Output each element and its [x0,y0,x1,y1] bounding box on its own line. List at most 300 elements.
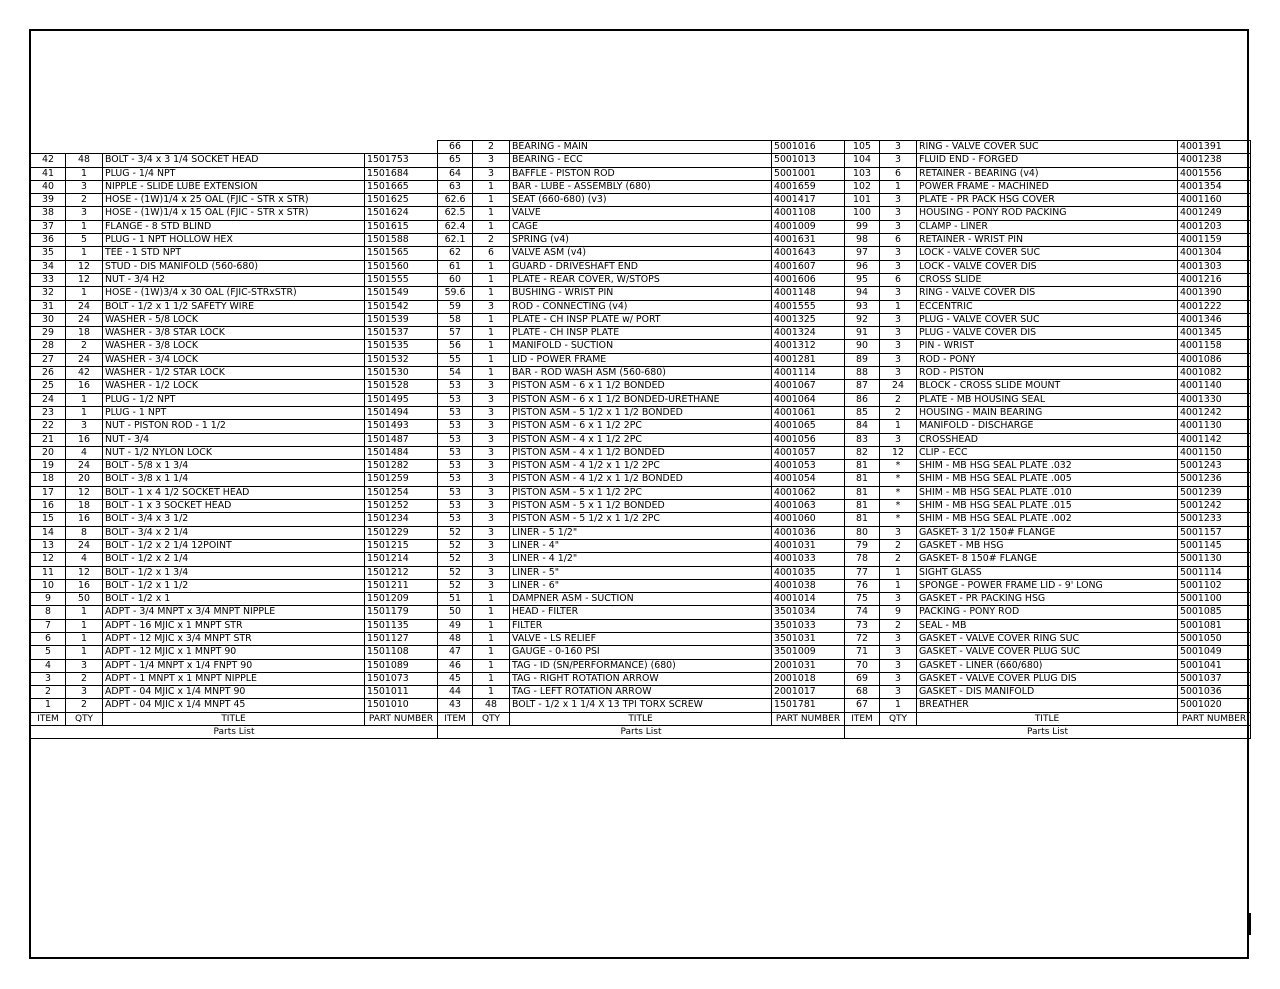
table-row [845,659,1251,672]
part-title: PLUG - 1 NPT HOLLOW HEX [103,234,365,247]
item-number: 91 [845,327,880,340]
part-number: 3501031 [772,632,845,645]
part-number: 1501625 [365,194,438,207]
parts-list-table-3 [844,140,1251,739]
part-number: 4001063 [772,500,845,513]
part-title: SHIM - MB HSG SEAL PLATE .032 [917,460,1178,473]
item-number: 63 [438,180,473,193]
part-title: PLUG - 1/2 NPT [103,393,365,406]
quantity: 1 [473,686,510,699]
frame-tick-mark [1249,913,1251,935]
part-title: PACKING - PONY ROD [917,606,1178,619]
table-row [438,579,845,592]
quantity: 1 [66,606,103,619]
part-title: TAG - LEFT ROTATION ARROW [510,686,772,699]
item-number: 55 [438,353,473,366]
part-title: BAR - ROD WASH ASM (560-680) [510,367,772,380]
item-number: 76 [845,579,880,592]
part-number: 1501537 [365,327,438,340]
item-number: 47 [438,646,473,659]
table-row [845,287,1251,300]
part-number: 5001001 [772,167,845,180]
table-row [438,340,845,353]
part-number: 1501528 [365,380,438,393]
item-number: 81 [845,500,880,513]
column-header-part: PART NUMBER [365,712,438,725]
part-number: 3501009 [772,646,845,659]
item-number: 23 [31,406,66,419]
quantity: 16 [66,433,103,446]
item-number: 44 [438,686,473,699]
part-title: TAG - ID (SN/PERFORMANCE) (680) [510,659,772,672]
part-number: 1501215 [365,539,438,552]
part-title: GASKET - PR PACKING HSG [917,593,1178,606]
part-title: PISTON ASM - 4 1/2 x 1 1/2 BONDED [510,473,772,486]
table-row [31,340,438,353]
quantity: 3 [880,327,917,340]
part-title: NUT - 3/4 [103,433,365,446]
item-number: 27 [31,353,66,366]
table-row [438,486,845,499]
quantity: 48 [473,699,510,712]
table-row [31,672,438,685]
item-number: 100 [845,207,880,220]
quantity: 5 [66,234,103,247]
part-number: 4001556 [1178,167,1251,180]
table-row [438,593,845,606]
quantity: 1 [880,579,917,592]
part-number: 4001114 [772,367,845,380]
part-title: SEAT (660-680) (v3) [510,194,772,207]
quantity: 2 [66,194,103,207]
item-number: 28 [31,340,66,353]
table-row [31,273,438,286]
part-title: PLATE - PR PACK HSG COVER [917,194,1178,207]
part-number: 4001242 [1178,406,1251,419]
table-row [31,313,438,326]
item-number: 85 [845,406,880,419]
table-row [845,247,1251,260]
part-number: 5001085 [1178,606,1251,619]
table-row [438,539,845,552]
part-title: WASHER - 3/8 LOCK [103,340,365,353]
table-row [31,686,438,699]
part-title: BOLT - 1/2 x 2 1/4 12POINT [103,539,365,552]
item-number: 38 [31,207,66,220]
column-header-item: ITEM [845,712,880,725]
table-row [845,180,1251,193]
part-number: 4001160 [1178,194,1251,207]
quantity: 12 [66,566,103,579]
item-number: 75 [845,593,880,606]
part-number: 1501624 [365,207,438,220]
table-row [438,553,845,566]
item-number: 53 [438,486,473,499]
part-title: PISTON ASM - 6 x 1 1/2 BONDED [510,380,772,393]
part-number: 1501495 [365,393,438,406]
table-row [31,446,438,459]
part-title: LINER - 4" [510,539,772,552]
item-number: 73 [845,619,880,632]
part-number: 1501781 [772,699,845,712]
quantity: 3 [880,141,917,154]
part-number: 5001020 [1178,699,1251,712]
quantity: 1 [66,632,103,645]
table-row [31,526,438,539]
table-row [438,247,845,260]
part-title: LID - POWER FRAME [510,353,772,366]
part-title: ADPT - 16 MJIC x 1 MNPT STR [103,619,365,632]
part-title: PISTON ASM - 5 1/2 x 1 1/2 2PC [510,513,772,526]
part-title: LINER - 4 1/2" [510,553,772,566]
part-title: GUARD - DRIVESHAFT END [510,260,772,273]
part-number: 4001067 [772,380,845,393]
table-row [438,141,845,154]
item-number: 98 [845,234,880,247]
part-title: RETAINER - BEARING (v4) [917,167,1178,180]
item-number: 52 [438,579,473,592]
quantity: 3 [880,247,917,260]
item-number: 11 [31,566,66,579]
part-number: 5001236 [1178,473,1251,486]
quantity: 24 [66,313,103,326]
part-title: ADPT - 12 MJIC x 3/4 MNPT STR [103,632,365,645]
quantity: 2 [880,553,917,566]
part-title: SHIM - MB HSG SEAL PLATE .002 [917,513,1178,526]
item-number: 69 [845,672,880,685]
quantity: 24 [66,460,103,473]
column-header-item: ITEM [438,712,473,725]
item-number: 77 [845,566,880,579]
part-number: 5001016 [772,141,845,154]
part-title: PISTON ASM - 5 1/2 x 1 1/2 BONDED [510,406,772,419]
quantity: 16 [66,579,103,592]
part-title: FILTER [510,619,772,632]
part-number: 1501487 [365,433,438,446]
part-title: SEAL - MB [917,619,1178,632]
quantity: 1 [66,646,103,659]
quantity: 2 [880,393,917,406]
table-row [845,327,1251,340]
part-number: 5001102 [1178,579,1251,592]
part-title: FLUID END - FORGED [917,154,1178,167]
part-number: 4001053 [772,460,845,473]
part-title: BOLT - 1/2 x 1 1/2 SAFETY WIRE [103,300,365,313]
table-row [31,234,438,247]
part-number: 4001303 [1178,260,1251,273]
quantity: 3 [473,167,510,180]
table-row [845,420,1251,433]
part-title: PLATE - MB HOUSING SEAL [917,393,1178,406]
part-title: BAR - LUBE - ASSEMBLY (680) [510,180,772,193]
part-number: 5001243 [1178,460,1251,473]
part-number: 1501530 [365,367,438,380]
quantity: * [880,500,917,513]
quantity: 24 [880,380,917,393]
part-number: 1501539 [365,313,438,326]
table-row [438,606,845,619]
table-row [845,353,1251,366]
part-number: 5001041 [1178,659,1251,672]
item-number: 102 [845,180,880,193]
part-title: PIN - WRIST [917,340,1178,353]
table-row [438,260,845,273]
quantity: 3 [880,672,917,685]
table-row [31,632,438,645]
part-number: 4001064 [772,393,845,406]
item-number: 6 [31,632,66,645]
quantity: 1 [473,260,510,273]
part-number: 1501494 [365,406,438,419]
quantity: 3 [880,340,917,353]
item-number: 19 [31,460,66,473]
part-number: 5001081 [1178,619,1251,632]
table-row [845,406,1251,419]
item-number: 62.6 [438,194,473,207]
quantity: 16 [66,380,103,393]
part-number: 2001031 [772,659,845,672]
table-row [438,327,845,340]
quantity: 2 [880,539,917,552]
table-row [31,207,438,220]
item-number: 67 [845,699,880,712]
item-number: 10 [31,579,66,592]
quantity: 42 [66,367,103,380]
part-number: 5001100 [1178,593,1251,606]
item-number: 52 [438,566,473,579]
part-title: BAFFLE - PISTON ROD [510,167,772,180]
table-row [31,420,438,433]
quantity: 1 [66,287,103,300]
item-number: 24 [31,393,66,406]
table-row [31,579,438,592]
part-number: 1501542 [365,300,438,313]
quantity: 9 [880,606,917,619]
part-number: 2001018 [772,672,845,685]
table-row [31,473,438,486]
part-title: HOUSING - PONY ROD PACKING [917,207,1178,220]
table-row [438,566,845,579]
table-row [845,460,1251,473]
quantity: 48 [66,154,103,167]
part-title: HEAD - FILTER [510,606,772,619]
table-row [845,632,1251,645]
part-number: 1501209 [365,593,438,606]
part-title: PLATE - CH INSP PLATE w/ PORT [510,313,772,326]
item-number: 17 [31,486,66,499]
part-number: 1501282 [365,460,438,473]
table-row [438,473,845,486]
part-title: NIPPLE - SLIDE LUBE EXTENSION [103,180,365,193]
part-number: 4001056 [772,433,845,446]
table-row [31,699,438,712]
column-header-qty: QTY [66,712,103,725]
item-number: 101 [845,194,880,207]
quantity: 3 [473,500,510,513]
quantity: * [880,486,917,499]
table-row [31,566,438,579]
item-number: 53 [438,513,473,526]
item-number: 105 [845,141,880,154]
part-number: 4001140 [1178,380,1251,393]
table-row [438,659,845,672]
item-number: 8 [31,606,66,619]
quantity: 3 [880,260,917,273]
part-number: 4001065 [772,420,845,433]
table-row [31,220,438,233]
table-row [31,247,438,260]
column-header-title: TITLE [917,712,1178,725]
table-row [31,553,438,566]
item-number: 80 [845,526,880,539]
quantity: 12 [66,260,103,273]
quantity: 3 [473,539,510,552]
table-row [31,593,438,606]
item-number: 30 [31,313,66,326]
table-row [845,539,1251,552]
part-number: 1501588 [365,234,438,247]
header-row [845,712,1251,725]
header-row [31,712,438,725]
table-row [438,672,845,685]
part-number: 4001009 [772,220,845,233]
part-title: BOLT - 3/4 x 3 1/4 SOCKET HEAD [103,154,365,167]
quantity: 3 [880,526,917,539]
quantity: 1 [880,699,917,712]
item-number: 50 [438,606,473,619]
part-number: 1501254 [365,486,438,499]
table-row [438,167,845,180]
part-title: WASHER - 5/8 LOCK [103,313,365,326]
item-number: 88 [845,367,880,380]
table-row [845,553,1251,566]
quantity: 3 [473,393,510,406]
item-number: 53 [438,433,473,446]
part-number: 5001037 [1178,672,1251,685]
part-title: LINER - 5" [510,566,772,579]
part-number: 1501214 [365,553,438,566]
part-title: GASKET - LINER (660/680) [917,659,1178,672]
item-number: 7 [31,619,66,632]
table-row [438,380,845,393]
quantity: 3 [473,420,510,433]
quantity: 12 [880,446,917,459]
part-number: 4001108 [772,207,845,220]
header-row [438,712,845,725]
table-row [31,433,438,446]
table-row [845,699,1251,712]
part-title: SHIM - MB HSG SEAL PLATE .005 [917,473,1178,486]
item-number: 39 [31,194,66,207]
part-title: ADPT - 04 MJIC x 1/4 MNPT 90 [103,686,365,699]
part-number: 5001050 [1178,632,1251,645]
table-row [31,327,438,340]
part-title: FLANGE - 8 STD BLIND [103,220,365,233]
part-number: 1501010 [365,699,438,712]
part-title: RETAINER - WRIST PIN [917,234,1178,247]
part-title: VALVE [510,207,772,220]
part-title: GASKET- 3 1/2 150# FLANGE [917,526,1178,539]
part-title: LOCK - VALVE COVER SUC [917,247,1178,260]
part-number: 4001031 [772,539,845,552]
part-number: 4001643 [772,247,845,260]
part-title: POWER FRAME - MACHINED [917,180,1178,193]
table-row [845,646,1251,659]
table-row [845,500,1251,513]
quantity: 1 [66,167,103,180]
table-row [845,300,1251,313]
part-number: 4001304 [1178,247,1251,260]
quantity: 3 [473,433,510,446]
item-number: 74 [845,606,880,619]
item-number: 34 [31,260,66,273]
table-row [438,313,845,326]
column-header-title: TITLE [103,712,365,725]
item-number: 53 [438,460,473,473]
item-number: 3 [31,672,66,685]
table-row [845,433,1251,446]
part-number: 1501665 [365,180,438,193]
item-number: 81 [845,460,880,473]
part-number: 4001631 [772,234,845,247]
quantity: 3 [473,566,510,579]
parts-list-table-2 [437,140,845,739]
table-row [31,460,438,473]
quantity: 2 [473,141,510,154]
item-number: 96 [845,260,880,273]
quantity: 1 [880,420,917,433]
quantity: 12 [66,273,103,286]
item-number: 25 [31,380,66,393]
item-number: 42 [31,154,66,167]
table-row [31,659,438,672]
quantity: 6 [880,234,917,247]
part-number: 1501234 [365,513,438,526]
item-number: 72 [845,632,880,645]
quantity: 3 [880,632,917,645]
quantity: 20 [66,473,103,486]
quantity: 1 [880,300,917,313]
part-number: 4001082 [1178,367,1251,380]
part-title: GASKET - MB HSG [917,539,1178,552]
part-number: 4001607 [772,260,845,273]
table-row [845,273,1251,286]
part-title: ADPT - 3/4 MNPT x 3/4 MNPT NIPPLE [103,606,365,619]
part-title: HOSE - (1W)3/4 x 30 OAL (FJIC-STRxSTR) [103,287,365,300]
table-row [845,686,1251,699]
table-row [31,287,438,300]
item-number: 64 [438,167,473,180]
part-number: 4001555 [772,300,845,313]
part-number: 1501073 [365,672,438,685]
quantity: 3 [880,367,917,380]
part-number: 5001130 [1178,553,1251,566]
item-number: 53 [438,446,473,459]
quantity: 3 [473,460,510,473]
quantity: 1 [473,194,510,207]
item-number: 71 [845,646,880,659]
part-title: BREATHER [917,699,1178,712]
quantity: 3 [473,154,510,167]
table-row [845,446,1251,459]
quantity: 3 [66,686,103,699]
part-title: PISTON ASM - 4 x 1 1/2 2PC [510,433,772,446]
part-title: TEE - 1 STD NPT [103,247,365,260]
quantity: 3 [473,380,510,393]
table-row [845,154,1251,167]
part-title: SHIM - MB HSG SEAL PLATE .015 [917,500,1178,513]
quantity: 1 [66,393,103,406]
